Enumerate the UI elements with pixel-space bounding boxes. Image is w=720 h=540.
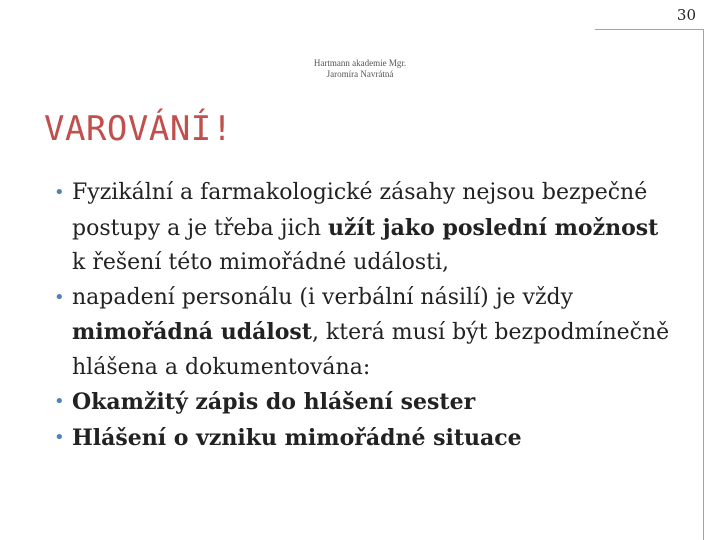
bullet-dot-icon: •	[54, 426, 65, 448]
bullet-item	[52, 385, 672, 421]
bullet-item	[52, 281, 672, 386]
bullet-text-part: Fyzikální a farmakologické zásahy nejsou bezpečné postupy a je třeba jich	[72, 180, 648, 241]
bullet-text-part: napadení personálu (i verbální násilí) je vždy	[72, 284, 574, 310]
bullet-dot-icon: •	[54, 391, 65, 412]
corner-decoration-right	[703, 29, 704, 540]
bullet-text-part: k řešení této mimořádné události,	[72, 250, 450, 275]
slide-title: VAROVÁNÍ!	[44, 109, 233, 149]
bullet-item	[52, 176, 672, 281]
bullet-text-bold: užít jako poslední možnost	[328, 214, 659, 241]
bullet-text-bold: Okamžitý zápis do hlášení sester	[72, 389, 476, 415]
corner-decoration-top	[595, 29, 703, 30]
bullet-dot-icon: •	[54, 286, 65, 308]
slide-number: 30	[676, 6, 696, 24]
bullet-text	[72, 285, 669, 380]
bullet-text-bold: mimořádná událost	[72, 319, 312, 345]
header-note-line1: Hartmann akademie Mgr.	[313, 58, 407, 68]
bullet-list	[52, 176, 672, 456]
header-note-line2: Jaromíra Navrátná	[326, 69, 394, 79]
bullet-text-bold: Hlášení o vzniku mimořádné situace	[72, 424, 522, 451]
bullet-item	[52, 421, 672, 457]
bullet-text	[72, 180, 658, 275]
bullet-text-part: , která musí být bezpodmínečně hlášena a dokumentována:	[72, 320, 670, 380]
header-note	[260, 58, 460, 80]
bullet-dot-icon: •	[54, 182, 65, 203]
